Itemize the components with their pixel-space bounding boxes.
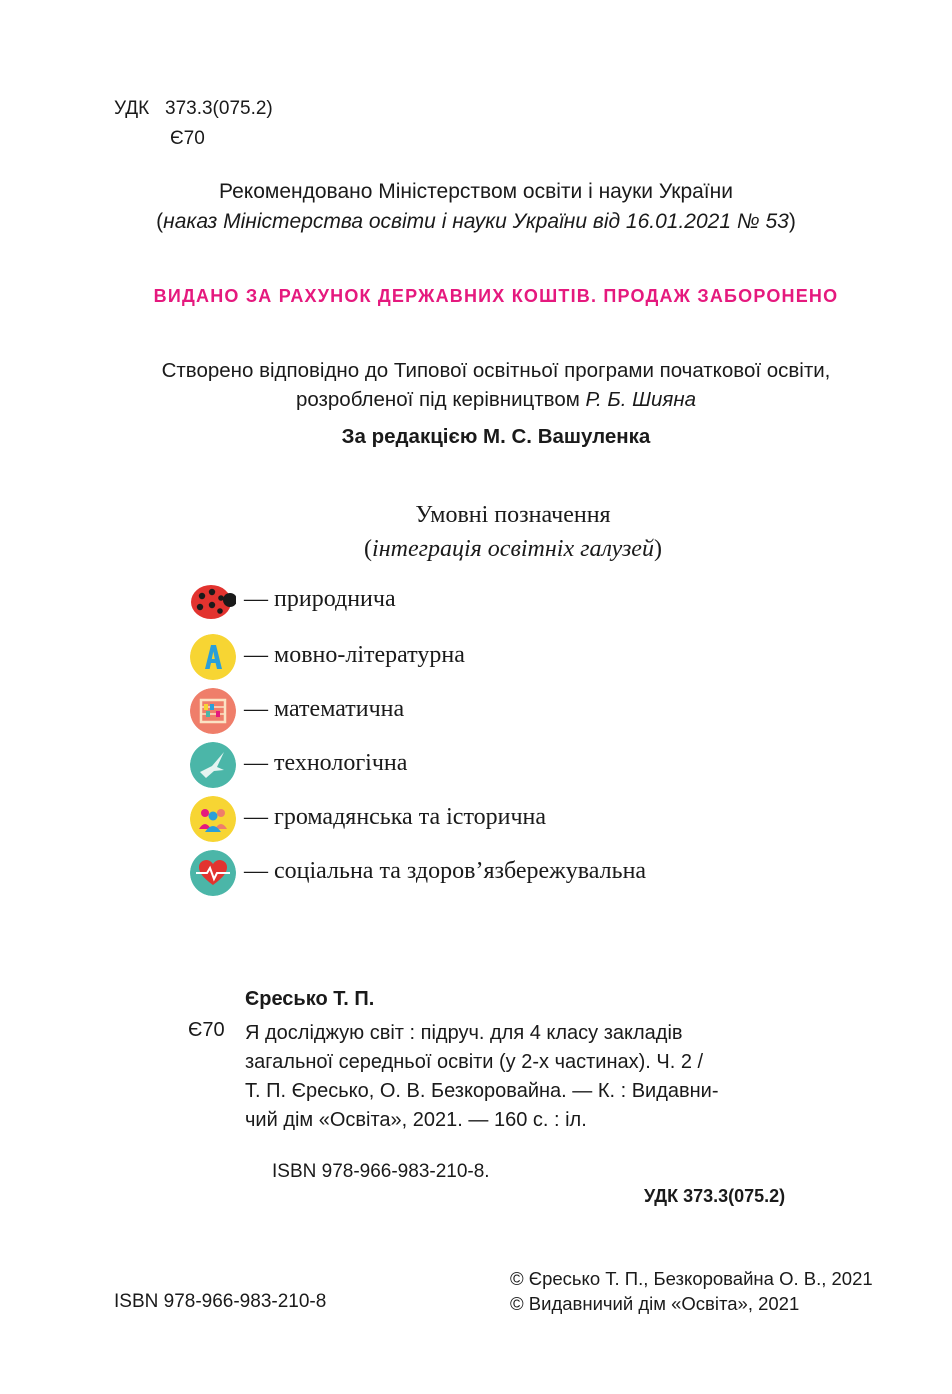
order-text: наказ Міністерства освіти і науки України від 16.01.2021 (163, 210, 732, 233)
udk-code: Є70 (170, 128, 205, 149)
order-close-paren: ) (788, 210, 796, 233)
copyright-line: © Видавничий дім «Освіта», 2021 (510, 1293, 800, 1314)
legend-label: — природнича (244, 586, 396, 612)
copyright-block (510, 1266, 873, 1316)
legend-subtitle-open: ( (364, 536, 373, 562)
bib-line: Я досліджую світ : підруч. для 4 класу закладів (245, 1022, 683, 1044)
program-note-prefix: розробленої під керівництвом (295, 388, 586, 411)
order-open-paren: ( (156, 210, 164, 233)
legend-subtitle: інтеграція освітніх галузей (372, 536, 654, 562)
program-note-line1: Створено відповідно до Типової освітньої програми початкової освіти, (161, 359, 831, 382)
order-number: № 53 (731, 210, 789, 233)
legend-item-civic (190, 796, 790, 844)
bib-line: чий дім «Освіта», 2021. — 160 с. : іл. (245, 1109, 587, 1131)
bib-code: Є70 (188, 1019, 225, 1041)
legend-label: — технологічна (244, 750, 408, 776)
bib-udk: УДК 373.3(075.2) (644, 1186, 786, 1206)
legend-item-nature (190, 578, 790, 626)
bib-description (245, 1019, 719, 1135)
legend-item-technology (190, 742, 790, 790)
recommendation-line: Рекомендовано Міністерством освіти і науки України (219, 180, 733, 203)
copyright-line: © Єресько Т. П., Безкоровайна О. В., 2021 (510, 1268, 873, 1289)
program-note (0, 356, 952, 414)
bib-line: Т. П. Єресько, О. В. Безкоровайна. — К. : Видавни- (245, 1080, 719, 1102)
legend-title: Умовні позначення (415, 502, 611, 528)
program-author: Р. Б. Шияна (585, 388, 697, 411)
program-note-line2 (0, 385, 952, 414)
heart-pulse-icon (190, 850, 236, 896)
editor-line: За редакцією М. С. Вашуленка (341, 425, 651, 448)
legend-label: — мовно-літературна (244, 642, 465, 668)
ladybug-icon (190, 578, 236, 624)
people-icon (190, 796, 236, 842)
legend-label: — громадянська та історична (244, 804, 547, 830)
legend-title-block (0, 498, 952, 566)
bib-isbn: ISBN 978-966-983-210-8. (272, 1161, 490, 1182)
udk-number: 373.3(075.2) (165, 98, 273, 119)
legend-subtitle-close: ) (653, 536, 662, 562)
legend-subtitle-line (0, 532, 952, 566)
legend-item-language (190, 634, 790, 682)
bib-line: загальної середньої освіти (у 2-х частинах). Ч. 2 / (245, 1051, 704, 1073)
udk-header (114, 94, 273, 149)
footer-isbn: ISBN 978-966-983-210-8 (114, 1291, 327, 1312)
legend-item-math (190, 688, 790, 736)
letter-a-icon (190, 634, 236, 680)
abacus-icon (190, 688, 236, 734)
legend-label: — соціальна та здоров’язбережувальна (244, 858, 647, 884)
bird-icon (190, 742, 236, 788)
bib-author: Єресько Т. П. (245, 988, 375, 1010)
udk-label: УДК (114, 98, 150, 119)
legend-item-health (190, 850, 790, 898)
state-funded-notice: ВИДАНО ЗА РАХУНОК ДЕРЖАВНИХ КОШТІВ. ПРОДАЖ ЗАБОРОНЕНО (153, 286, 839, 306)
order-line (0, 207, 952, 237)
legend-label: — математична (244, 696, 405, 722)
